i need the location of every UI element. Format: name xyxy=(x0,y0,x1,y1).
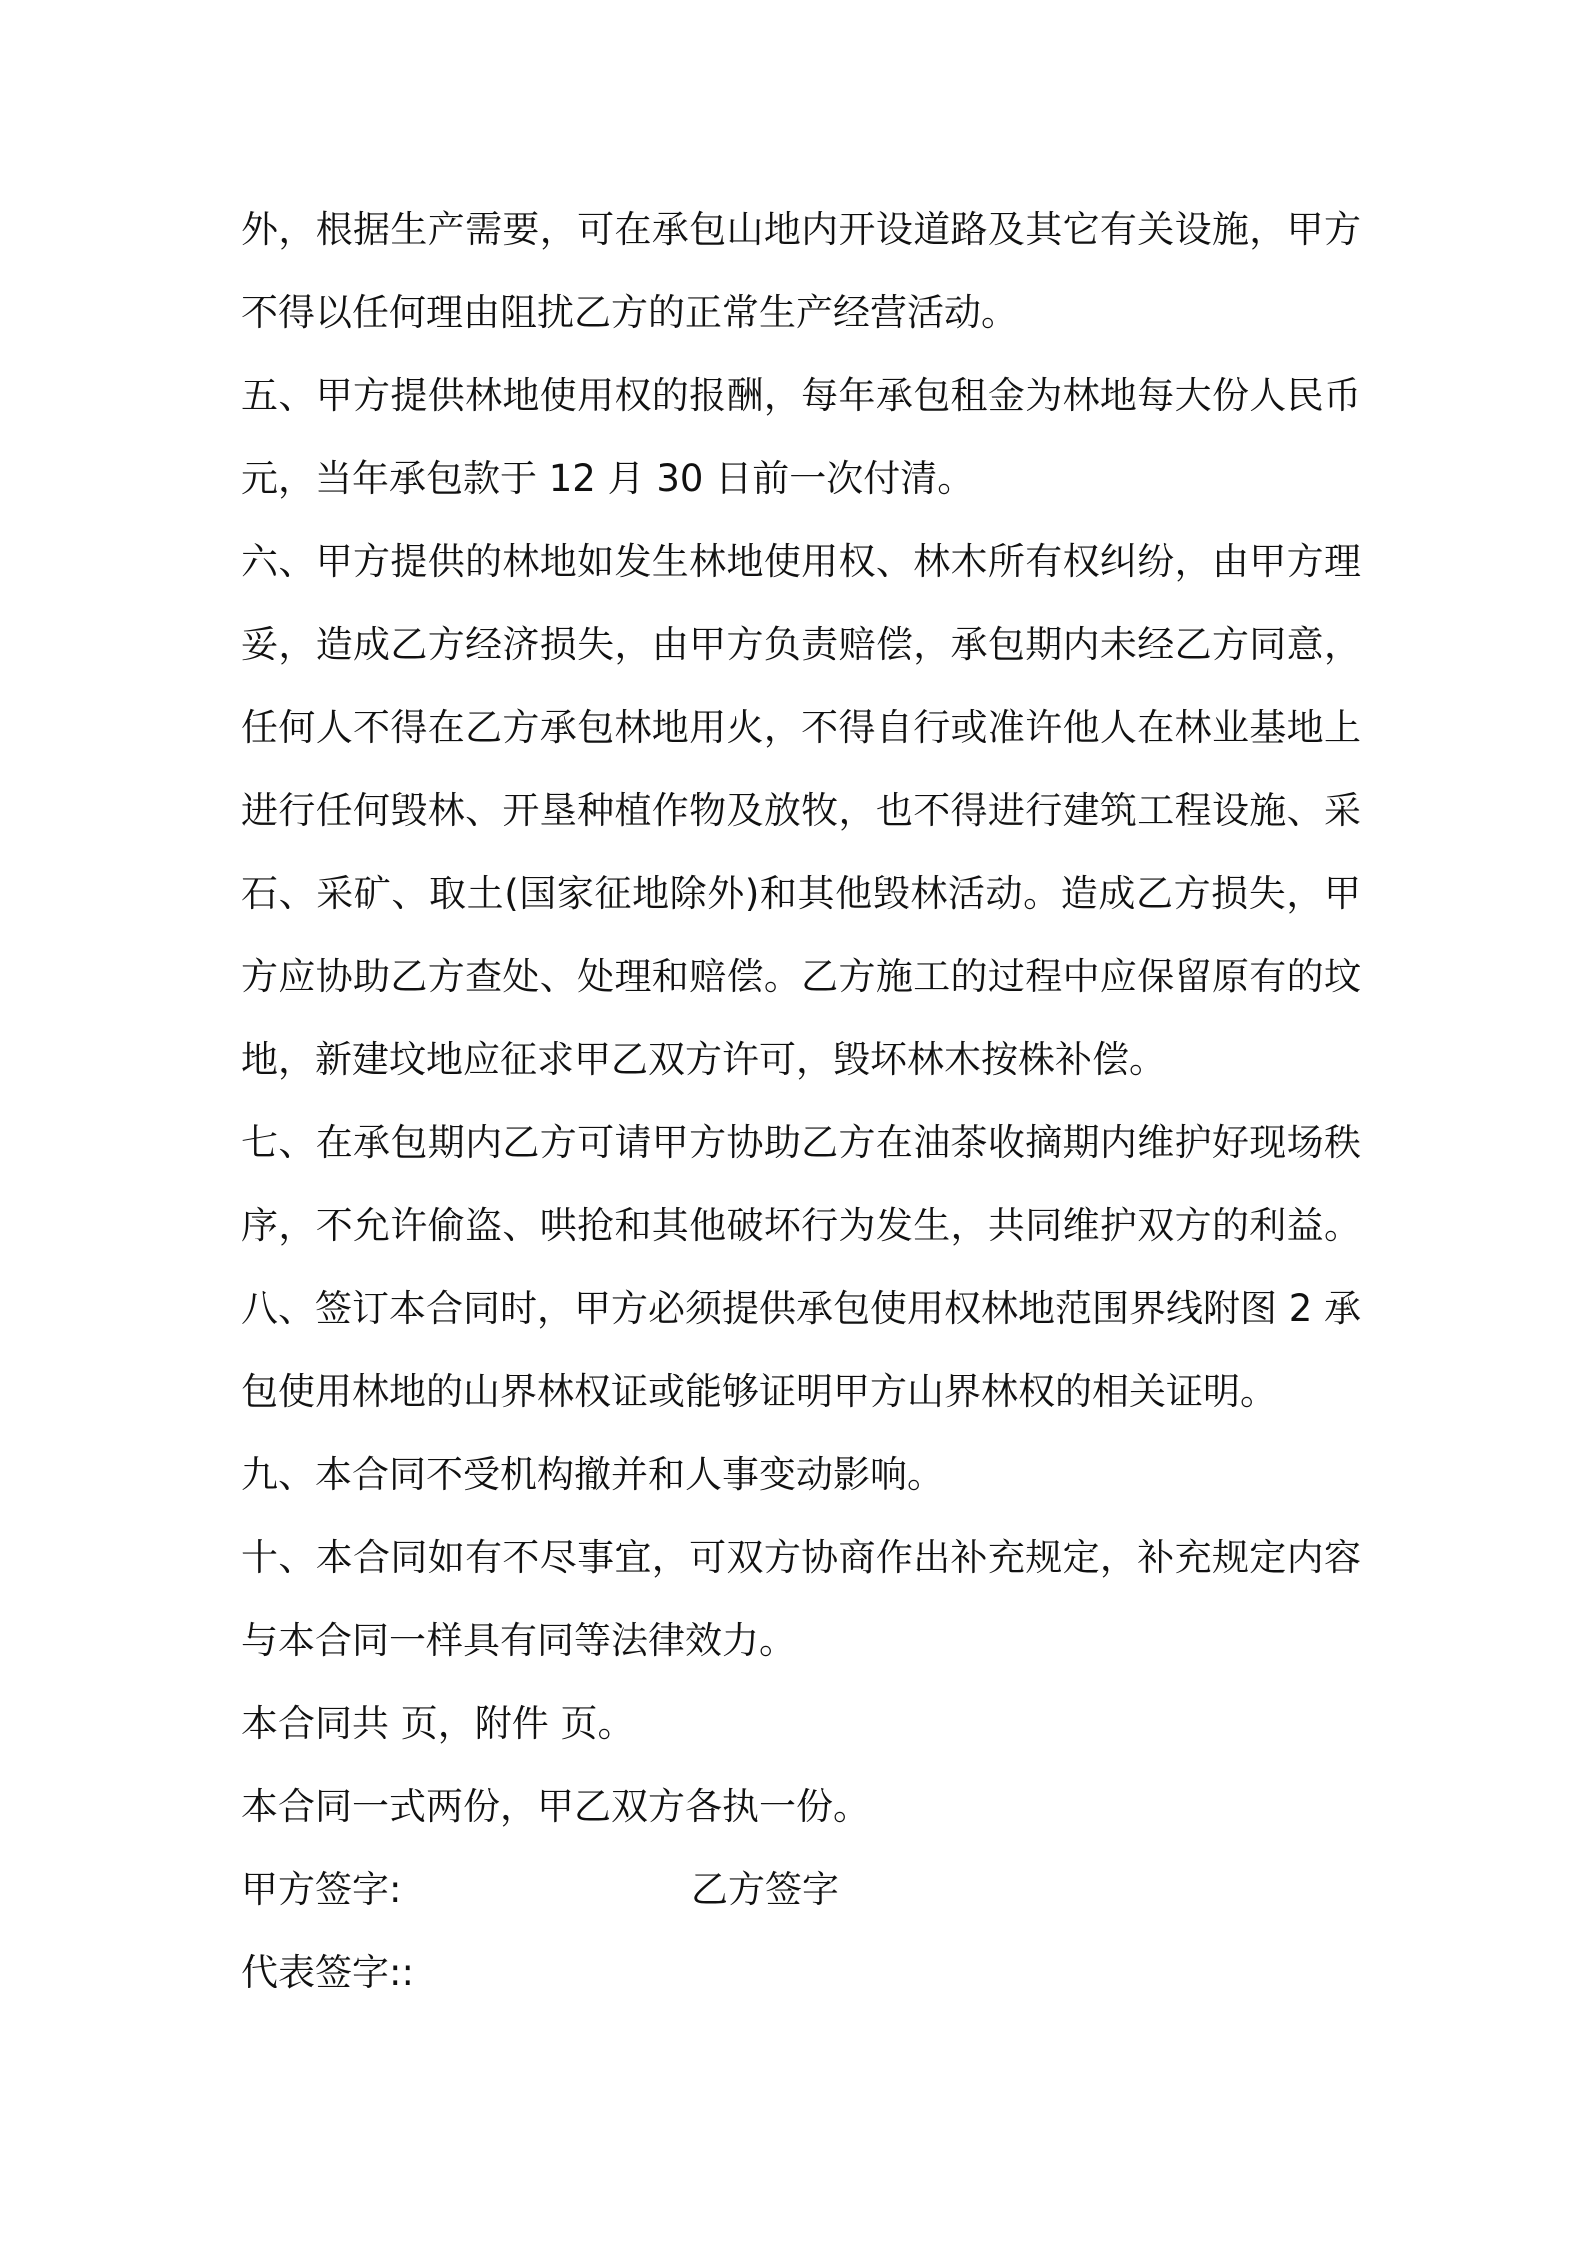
clause-6-line: 六、甲方提供的林地如发生林地使用权、林木所有权纠纷，由甲方理 xyxy=(241,540,1361,583)
copies-line: 本合同一式两份，甲乙双方各执一份。 xyxy=(241,1785,870,1828)
clause-8-line: 八、签订本合同时，甲方必须提供承包使用权林地范围界线附图 2 承 xyxy=(241,1287,1361,1330)
clause-5-line: 五、甲方提供林地使用权的报酬，每年承包租金为林地每大份人民币 xyxy=(241,374,1361,417)
party-a-signature-label: 甲方签字: xyxy=(241,1868,402,1911)
text-line: 包使用林地的山界林权证或能够证明甲方山界林权的相关证明。 xyxy=(241,1370,1277,1413)
contract-body xyxy=(241,200,1361,2026)
clause-10-line: 十、本合同如有不尽事宜，可双方协商作出补充规定，补充规定内容 xyxy=(241,1536,1361,1579)
text-line: 方应协助乙方查处、处理和赔偿。乙方施工的过程中应保留原有的坟 xyxy=(241,955,1361,998)
text-line: 进行任何毁林、开垦种植作物及放牧，也不得进行建筑工程设施、采 xyxy=(241,789,1361,832)
representative-signature-label: 代表签字:: xyxy=(241,1951,414,1994)
text-line: 与本合同一样具有同等法律效力。 xyxy=(241,1619,796,1662)
text-line: 不得以任何理由阻扰乙方的正常生产经营活动。 xyxy=(241,291,1018,334)
text-line: 任何人不得在乙方承包林地用火，不得自行或准许他人在林业基地上 xyxy=(241,706,1361,749)
text-line: 石、采矿、取土(国家征地除外)和其他毁林活动。造成乙方损失，甲 xyxy=(241,872,1361,915)
party-b-signature-label: 乙方签字 xyxy=(691,1868,839,1911)
text-line: 元，当年承包款于 12 月 30 日前一次付清。 xyxy=(241,457,975,500)
clause-9-line: 九、本合同不受机构撤并和人事变动影响。 xyxy=(241,1453,944,1496)
text-line: 序，不允许偷盗、哄抢和其他破坏行为发生，共同维护双方的利益。 xyxy=(241,1204,1361,1247)
text-line: 妥，造成乙方经济损失，由甲方负责赔偿，承包期内未经乙方同意， xyxy=(241,623,1361,666)
text-line: 外，根据生产需要，可在承包山地内开设道路及其它有关设施，甲方 xyxy=(241,208,1361,251)
text-line: 地，新建坟地应征求甲乙双方许可，毁坏林木按株补偿。 xyxy=(241,1038,1166,1081)
page-count-line: 本合同共 页，附件 页。 xyxy=(241,1702,635,1745)
signature-row xyxy=(241,1860,1361,1943)
clause-7-line: 七、在承包期内乙方可请甲方协助乙方在油茶收摘期内维护好现场秩 xyxy=(241,1121,1361,1164)
